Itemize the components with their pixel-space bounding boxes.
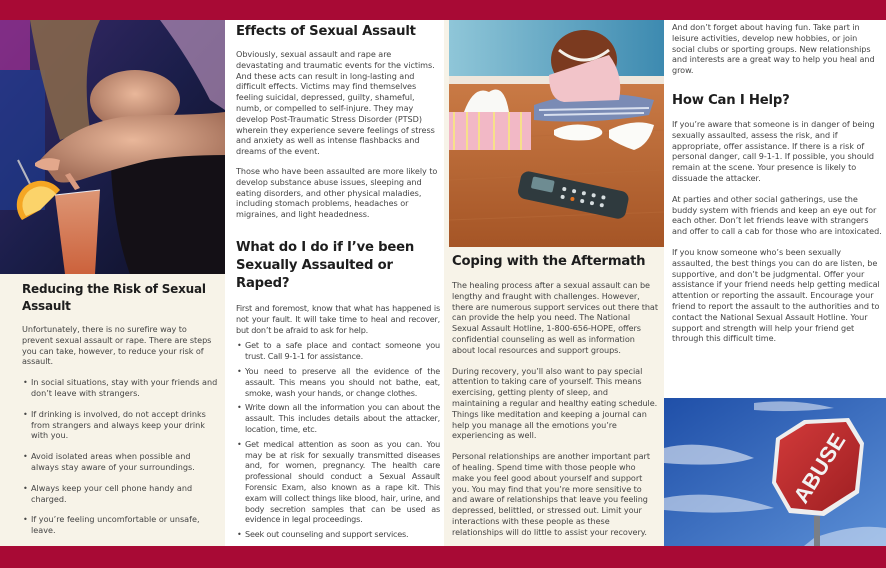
- panel-how-can-i-help: [664, 20, 886, 546]
- heading-coping: Coping with the Aftermath: [452, 254, 646, 269]
- panel-effects-and-what-to-do: [225, 20, 444, 546]
- bottom-brand-band: [0, 546, 886, 568]
- effects-para-2: Those who have been assaulted are more likely to develop substance abuse issues, sleeping and eating disorders, and other physical maladies, including stomach problems, headaches or migraines, and light headedness.: [236, 165, 438, 220]
- help-para: If you’re aware that someone is in danger of being sexually assaulted, assess the risk, and if appropriate, offer assistance. If there is a risk of personal danger, call 9-1-1. If possible, you should remain at the scene. Your presence is likely to dissuade the attacker.: [672, 118, 875, 183]
- list-item: • Seek out counseling and support services.: [236, 529, 440, 540]
- heading-how-can-i-help: How Can I Help?: [672, 92, 790, 108]
- heading-what-to-do: What do I do if I’ve been Sexually Assaulted or Raped?: [236, 240, 415, 291]
- how-can-i-help-text: [672, 22, 882, 354]
- reducing-risk-intro: Unfortunately, there is no surefire way to prevent sexual assault or rape. There are steps you can take, however, to reduce your risk of assault.: [22, 324, 212, 367]
- distressed-woman-photo: [449, 20, 664, 247]
- coping-para: Personal relationships are another important part of healing. Spend time with those people who make you feel good about yourself and support you. You may find that you’re more sensitive to and aware of relationships that leave you feeling depressed, belittled, or stressed out. Limit your interactions with these people as these relationships will do little to assist your recovery.: [452, 451, 650, 537]
- panel-coping: [444, 20, 664, 546]
- help-para: At parties and other social gatherings, use the buddy system with friends and keep an eye out for each other. Don’t let friends leave with strangers and offer to call a cab for those who are intoxicated.: [672, 193, 882, 237]
- list-item: • Always keep your cell phone handy and charged.: [22, 483, 218, 505]
- list-item: • Avoid isolated areas when possible and always stay aware of your surroundings.: [22, 451, 218, 473]
- abuse-stop-sign-photo: [664, 398, 886, 546]
- coping-para: The healing process after a sexual assault can be lengthy and fraught with challenges. However, there are numerous support services out there that can provide the help you need. The National Sexual Assault Hotline, 1-800-656-HOPE, offers confidential counseling as well as information about local resources and support groups.: [452, 280, 658, 355]
- coping-text: [452, 253, 658, 546]
- drink-spiking-photo: [0, 20, 225, 274]
- list-item: • If you’re feeling uncomfortable or unsafe, leave.: [22, 514, 218, 536]
- heading-reducing-risk: Reducing the Risk of Sexual Assault: [22, 282, 206, 313]
- reducing-risk-list: [22, 377, 218, 536]
- list-item: • In social situations, stay with your friends and don’t leave with strangers.: [22, 377, 218, 399]
- top-brand-band: [0, 0, 886, 20]
- list-item: • Get medical attention as soon as you can. You may be at risk for sexually transmitted diseases and, for women, pregnancy. The health care professional should conduct a Sexual Assault Forensic Exam, also known as a rape kit. This exam will collect things like blood, hair, urine, and body secretion samples that can be used as evidence in legal proceedings.: [236, 439, 440, 525]
- heading-effects: Effects of Sexual Assault: [236, 24, 416, 39]
- list-item: • Write down all the information you can about the assault. This includes details about the attacker, location, time, etc.: [236, 402, 440, 434]
- reducing-risk-text: [22, 281, 218, 546]
- panel-reducing-risk: [0, 20, 225, 546]
- what-to-do-intro: First and foremost, know that what has happened is not your fault. It will take time to heal and recover, but don’t be afraid to ask for help.: [236, 303, 440, 335]
- effects-text: [236, 23, 440, 229]
- list-item: • You need to preserve all the evidence of the assault. This means you should not bathe, eat, smoke, wash your hands, or change clothes.: [236, 366, 440, 398]
- having-fun-para: And don’t forget about having fun. Take part in leisure activities, develop new hobbies, or join social clubs or sporting groups. New relationships and interests are a great way to help you heal and grow.: [672, 22, 875, 76]
- list-item: • If drinking is involved, do not accept drinks from strangers and always keep your drink with you.: [22, 409, 218, 441]
- abuse-sign-text: ABUSE: [788, 428, 851, 508]
- what-to-do-text: [236, 239, 440, 544]
- list-item: • Get to a safe place and contact someone you trust. Call 9-1-1 for assistance.: [236, 340, 440, 362]
- effects-para-1: Obviously, sexual assault and rape are devastating and traumatic events for the victims. And these acts can result in long-lasting and difficult effects. Victims may find themselves feeling suicidal, depressed, guilty, shameful, numb, or compelled to self-injure. They may develop Post-Traumatic Stress Disorder (PTSD) wherein they experience severe feelings of stress and anxiety as well as intense flashbacks and dreams of the event.: [236, 49, 435, 157]
- what-to-do-list: [236, 340, 440, 540]
- help-para: If you know someone who’s been sexually assaulted, the best things you can do are listen, be supportive, and don’t be judgmental. Offer your assistance if your friend needs help getting medical attention or reporting the assault. Encourage your friend to report the assault to the authorities and to contact the National Sexual Assault Hotline. Your support and strength will help your friend get through this difficult time.: [672, 246, 880, 344]
- coping-para: During recovery, you’ll also want to pay special attention to taking care of yourself. This means exercising, getting plenty of sleep, and maintaining a regular and healthy eating schedule. Things like meditation and keeping a journal can help you manage all the emotions you’re experiencing as well.: [452, 365, 658, 441]
